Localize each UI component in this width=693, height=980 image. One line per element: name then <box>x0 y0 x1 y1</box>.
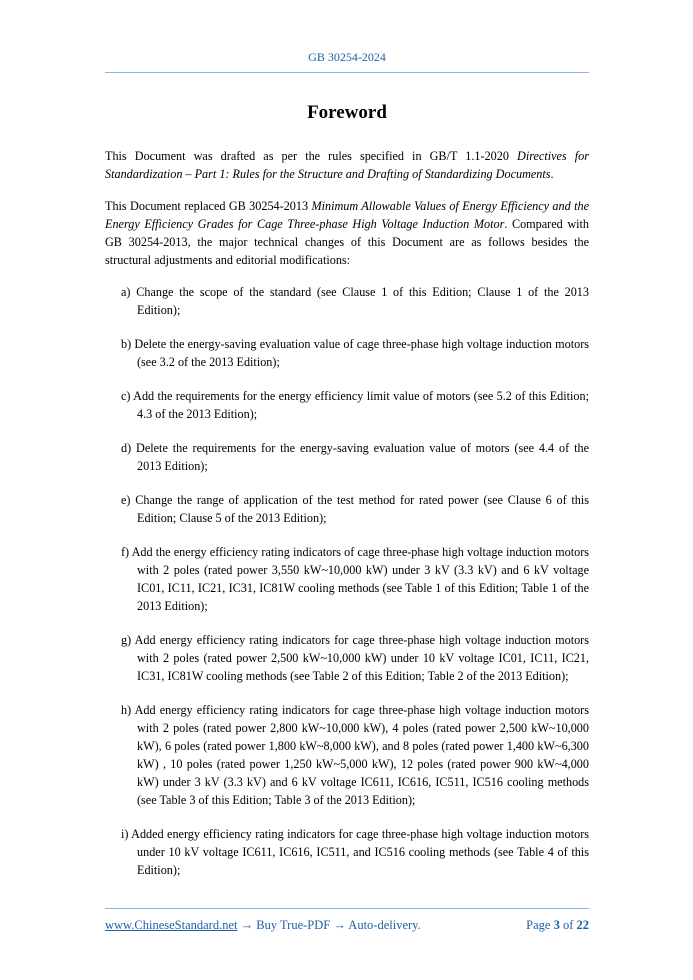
page-title: Foreword <box>307 102 387 123</box>
site-link[interactable]: www.ChineseStandard.net <box>105 918 238 932</box>
total-pages-number: 22 <box>576 918 589 932</box>
paragraph-text: This Document was drafted as per the rules specified in GB/T 1.1-2020 <box>105 149 518 163</box>
change-item-h: h) Add energy efficiency rating indicators for cage three-phase high voltage induction motors with 2 poles (rated power 2,800 kW~10,000 kW), 4 poles (rated power 2,500 kW~10,000 kW), 6 poles (rated power 1,800 kW~8,000 kW), and 8 poles (rated power 1,400 kW~6,300 kW) , 10 poles (rated power 1,250 kW~5,000 kW), 12 poles (rated power 900 kW~4,000 kW) under 3 kV (3.3 kV) and 6 kV voltage IC611, IC616, IC511, IC516 cooling methods (see Table 3 of this Edition; Table 3 of the 2013 Edition); <box>121 703 589 807</box>
change-item-i: i) Added energy efficiency rating indicators for cage three-phase high voltage induction motors under 10 kV voltage IC611, IC616, IC511, and IC516 cooling methods (see Table 4 of this Edition); <box>121 827 589 877</box>
document-body <box>105 147 589 895</box>
footer-divider <box>105 908 589 909</box>
page-indicator <box>526 918 589 933</box>
change-item-a: a) Change the scope of the standard (see Clause 1 of this Edition; Clause 1 of the 2013 Edition); <box>121 285 589 317</box>
paragraph-text: . Compared with GB 30254-2013, the major technical changes of this Document are as follows besides the structural adjustments and editorial modifications: <box>105 217 590 267</box>
header-divider <box>105 72 589 73</box>
directive-title: Directives for Standardization – Part 1: Rules for the Structure and Drafting of Standardizing Documents <box>105 149 589 181</box>
paragraph-drafting-rules <box>105 147 589 183</box>
running-header: GB 30254-2024 <box>308 50 386 64</box>
change-item-e: e) Change the range of application of the test method for rated power (see Clause 6 of this Edition; Clause 5 of the 2013 Edition); <box>121 493 589 525</box>
auto-delivery-text: Auto-delivery. <box>345 918 421 932</box>
paragraph-text: This Document replaced GB 30254-2013 <box>105 199 312 213</box>
change-item-d: d) Delete the requirements for the energy-saving evaluation value of motors (see 4.4 of the 2013 Edition); <box>121 441 589 473</box>
buy-pdf-text: Buy True-PDF <box>253 918 334 932</box>
current-page-number: 3 <box>553 918 560 932</box>
change-item-c: c) Add the requirements for the energy efficiency limit value of motors (see 5.2 of this Edition; 4.3 of the 2013 Edition); <box>121 389 589 421</box>
arrow-right-icon: → <box>333 918 346 932</box>
paragraph-text: . <box>550 167 554 181</box>
page-label: Page <box>526 918 551 932</box>
of-label: of <box>562 918 574 932</box>
change-item-b: b) Delete the energy-saving evaluation value of cage three-phase high voltage induction motors (see 3.2 of the 2013 Edition); <box>121 337 589 369</box>
change-item-f: f) Add the energy efficiency rating indicators of cage three-phase high voltage induction motors with 2 poles (rated power 3,550 kW~10,000 kW) under 3 kV (3.3 kV) and 6 kV voltage IC01, IC11, IC21, IC31, IC81W cooling methods (see Table 1 of this Edition; Table 1 of the 2013 Edition); <box>121 545 589 613</box>
footer-promo <box>105 918 421 933</box>
replaced-standard-title: Minimum Allowable Values of Energy Efficiency and the Energy Efficiency Grades for Cage Three-phase High Voltage Induction Motor <box>105 199 589 231</box>
paragraph-replacement <box>105 197 589 269</box>
arrow-right-icon: → <box>240 918 254 932</box>
change-item-g: g) Add energy efficiency rating indicators for cage three-phase high voltage induction motors with 2 poles (rated power 2,500 kW~10,000 kW) under 10 kV voltage IC01, IC11, IC21, IC31, IC81W cooling methods (see Table 2 of this Edition; Table 2 of the 2013 Edition); <box>121 633 589 683</box>
